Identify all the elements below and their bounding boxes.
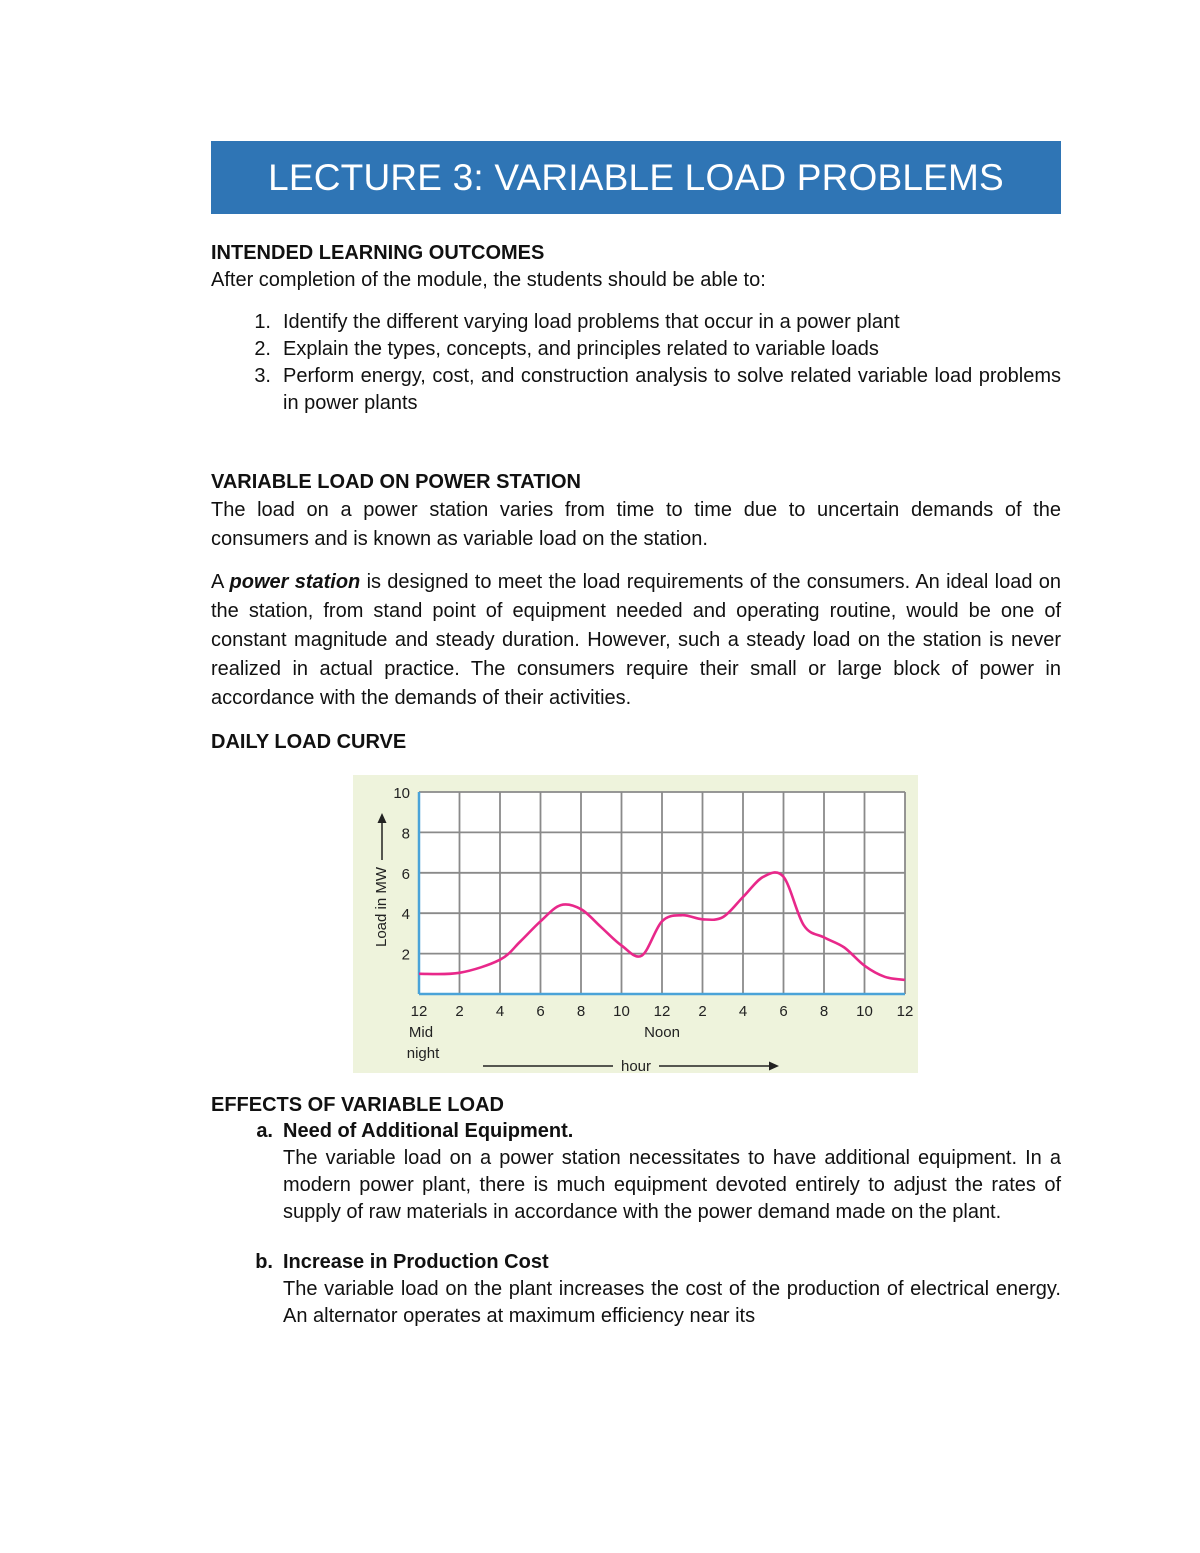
- x-tick-label: 2: [698, 1003, 707, 1020]
- list-item-text: Explain the types, concepts, and principles related to variable loads: [283, 338, 879, 360]
- list-item: [211, 363, 1061, 417]
- x-tick-label: 6: [536, 1003, 545, 1020]
- effect-text: The variable load on the plant increases the cost of the production of electrical energy. An alternator operates at maximum efficiency near its: [283, 1278, 1061, 1327]
- x-tick-label: 2: [455, 1003, 464, 1020]
- y-tick-label: 4: [401, 906, 410, 924]
- noon-label: Noon: [644, 1024, 680, 1041]
- x-tick-label: 10: [613, 1003, 630, 1020]
- list-item-number: 1.: [254, 311, 271, 333]
- x-tick-label: 8: [576, 1003, 586, 1020]
- y-tick-label: 6: [401, 865, 410, 883]
- daily-load-curve-heading: DAILY LOAD CURVE: [211, 731, 407, 753]
- daily-load-chart-svg: [353, 775, 918, 1073]
- list-item-number: 3.: [254, 365, 271, 387]
- effect-item-b: [211, 1249, 1061, 1330]
- effects-section: [211, 1092, 1061, 1330]
- variable-load-section: [211, 469, 1061, 713]
- x-tick-label: 8: [819, 1003, 829, 1020]
- variable-load-paragraph-1: The load on a power station varies from time to time due to uncertain demands of the consumers and is known as variable load on the station.: [211, 499, 1061, 550]
- lecture-title-banner: [211, 141, 1061, 214]
- effect-letter: b.: [255, 1251, 273, 1273]
- power-station-term: power station: [229, 571, 361, 593]
- outcomes-list: [211, 309, 1061, 417]
- effect-item-a: [211, 1118, 1061, 1226]
- x-tick-label: 12: [896, 1003, 914, 1020]
- effects-heading: EFFECTS OF VARIABLE LOAD: [211, 1094, 504, 1116]
- effect-body: [283, 1249, 1061, 1330]
- x-axis-label: hour: [620, 1058, 652, 1073]
- learning-outcomes-section: [211, 240, 1061, 417]
- midnight-label-line-2: night: [406, 1045, 440, 1062]
- y-tick-label: 2: [401, 946, 410, 964]
- effect-letter: a.: [256, 1120, 273, 1142]
- y-tick-label: 10: [393, 785, 410, 802]
- effect-body: [283, 1118, 1061, 1226]
- outcomes-heading: INTENDED LEARNING OUTCOMES: [211, 242, 545, 264]
- lecture-title: LECTURE 3: VARIABLE LOAD PROBLEMS: [268, 156, 1004, 198]
- para2-start: A: [211, 571, 230, 593]
- list-item-text: Perform energy, cost, and construction analysis to solve related variable load problems in power plants: [283, 365, 1061, 414]
- outcomes-intro: After completion of the module, the students should be able to:: [211, 269, 766, 291]
- y-tick-label: 8: [401, 825, 410, 843]
- list-item: [211, 309, 1061, 336]
- daily-load-curve-section: [211, 729, 1061, 1073]
- daily-load-chart: [353, 775, 918, 1073]
- x-tick-label: 6: [779, 1003, 788, 1020]
- list-item: [211, 336, 1061, 363]
- variable-load-paragraph-2: [211, 568, 1061, 713]
- effect-text: The variable load on a power station necessitates to have additional equipment. In a modern power plant, there is much equipment devoted entirely to adjust the rates of supply of raw materials in accordance with the power demand made on the plant.: [283, 1147, 1061, 1223]
- x-tick-label: 4: [738, 1003, 748, 1020]
- effect-title: Increase in Production Cost: [283, 1251, 549, 1273]
- list-item-number: 2.: [254, 338, 271, 360]
- x-tick-label: 4: [495, 1003, 505, 1020]
- x-tick-label: 12: [653, 1003, 671, 1020]
- midnight-label-line-1: Mid: [408, 1024, 434, 1041]
- x-axis-arrow-head: [769, 1062, 779, 1071]
- x-tick-label: 10: [856, 1003, 873, 1020]
- y-axis-arrow-head: [378, 813, 387, 823]
- x-tick-label: 12: [410, 1003, 428, 1020]
- y-axis-label: Load in MW: [373, 866, 390, 948]
- para2-rest: is designed to meet the load requirements of the consumers. An ideal load on the station, from stand point of equipment needed and operating routine, would be one of constant magnitude and steady duration. However, such a steady load on the station is never realized in actual practice. The consumers require their small or large block of power in accordance with the demands of their activities.: [211, 571, 1061, 709]
- variable-load-heading: VARIABLE LOAD ON POWER STATION: [211, 471, 581, 493]
- effect-title: Need of Additional Equipment.: [283, 1120, 574, 1142]
- list-item-text: Identify the different varying load problems that occur in a power plant: [283, 311, 900, 333]
- document-page: [211, 141, 1061, 1330]
